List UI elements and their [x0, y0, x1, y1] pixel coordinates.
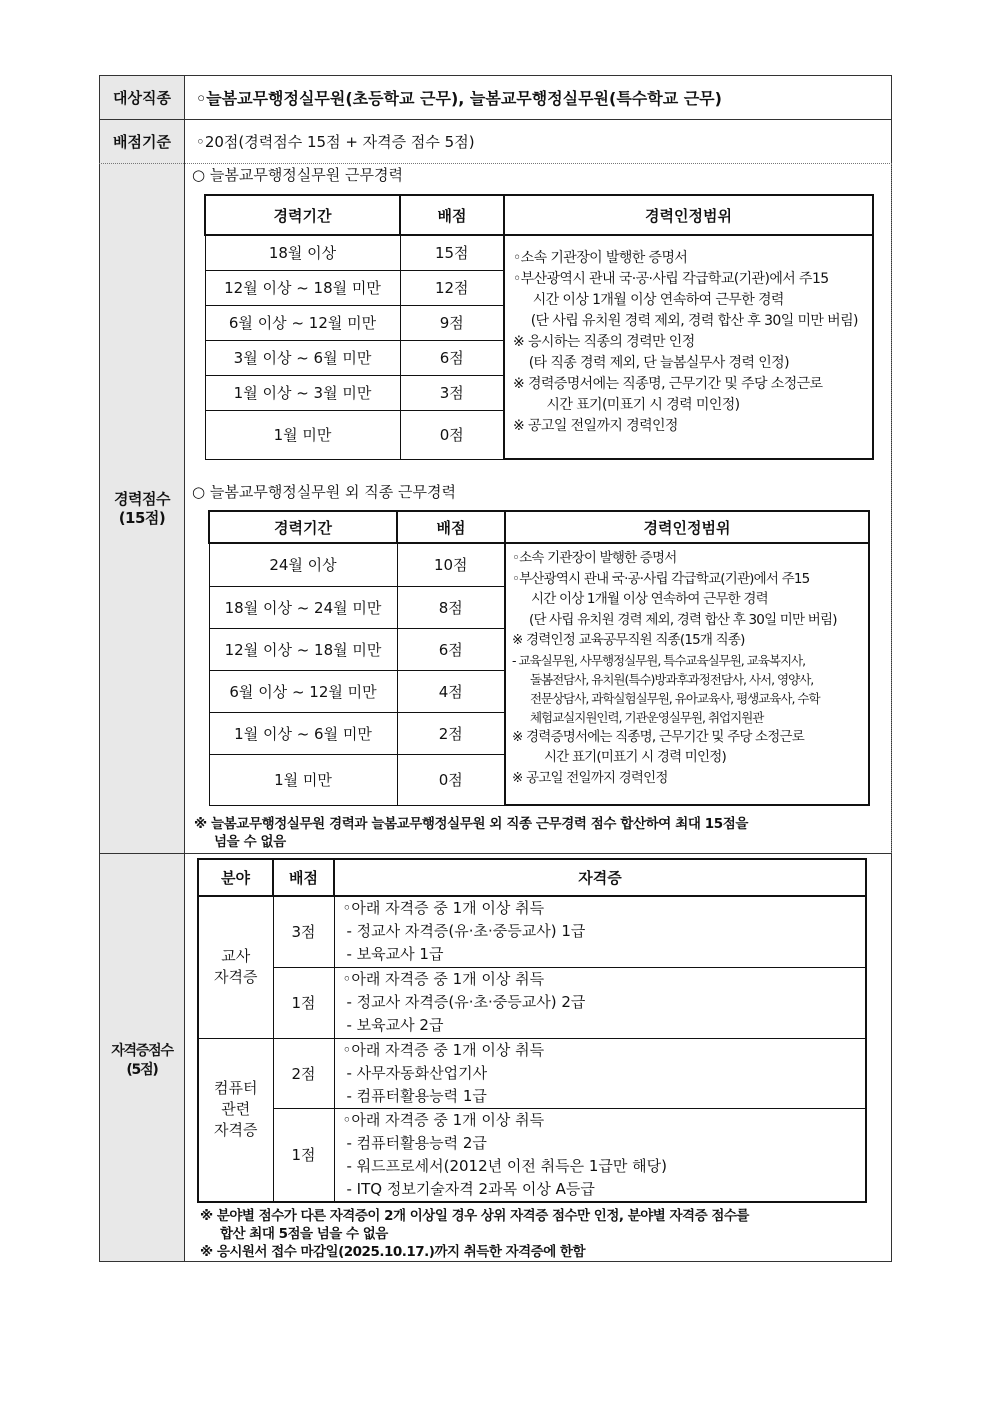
cert-note-line: 합산 최대 5점을 넘을 수 없음	[220, 1226, 388, 1242]
range-line: - 교육실무원, 사무행정실무원, 특수교육실무원, 교육복지사,	[512, 652, 806, 668]
group2-table	[208, 510, 870, 806]
row-divider	[99, 853, 892, 854]
group1-title: ○ 늘봄교무행정실무원 근무경력	[192, 166, 403, 184]
cert-score: 1점	[273, 1108, 334, 1202]
group2-score: 0점	[397, 754, 505, 805]
group1-score: 3점	[400, 375, 504, 410]
group1-period: 1월 이상 ~ 3월 미만	[205, 375, 400, 410]
cert-field-computer	[198, 1038, 273, 1202]
group1-period: 3월 이상 ~ 6월 미만	[205, 340, 400, 375]
group1-col-period: 경력기간	[205, 195, 400, 235]
cert-line: - 보육교사 1급	[346, 945, 444, 963]
group2-period: 24월 이상	[209, 543, 397, 586]
cert-detail	[334, 967, 866, 1038]
group1-score: 0점	[400, 410, 504, 459]
label-column	[100, 76, 184, 1261]
group1-period: 1월 미만	[205, 410, 400, 459]
range-line: ※ 경력증명서에는 직종명, 근무기간 및 주당 소정근로	[512, 728, 805, 745]
cert-line: - ITQ 정보기술자격 2과목 이상 A등급	[346, 1179, 595, 1198]
range-line: ※ 공고일 전일까지 경력인정	[513, 418, 678, 434]
group2-range	[505, 543, 869, 805]
group1-table	[204, 194, 874, 460]
group1-score: 9점	[400, 305, 504, 340]
range-line: ◦부산광역시 관내 국·공·사립 각급학교(기관)에서 주15	[512, 570, 810, 587]
criteria-value: ◦20점(경력점수 15점 + 자격증 점수 5점)	[196, 133, 475, 151]
field-line: 관련	[221, 1100, 251, 1118]
cert-detail	[334, 1038, 866, 1108]
group2-score: 6점	[397, 628, 505, 670]
range-line: 시간 이상 1개월 이상 연속하여 근무한 경력	[524, 591, 768, 607]
cert-line: - 보육교사 2급	[346, 1015, 444, 1034]
group1-score: 12점	[400, 270, 504, 305]
cert-score: 1점	[273, 967, 334, 1038]
career-note-line: 넘을 수 없음	[214, 834, 286, 850]
cert-label-line: 자격증점수	[111, 1043, 173, 1059]
cert-line: - 정교사 자격증(유·초·중등교사) 1급	[346, 922, 586, 940]
group1-col-range: 경력인정범위	[504, 195, 873, 235]
group1-range	[504, 235, 873, 459]
group2-period: 6월 이상 ~ 12월 미만	[209, 670, 397, 712]
cert-line: ◦아래 자격증 중 1개 이상 취득	[342, 969, 545, 988]
group1-score: 15점	[400, 235, 504, 270]
dotted-edge	[891, 163, 892, 853]
cert-line: - 사무자동화산업기사	[346, 1063, 488, 1082]
cert-score: 3점	[273, 896, 334, 967]
cert-col-cert: 자격증	[334, 859, 866, 896]
career-label-line: 경력점수	[114, 490, 170, 508]
cert-detail	[334, 1108, 866, 1202]
range-line: ◦소속 기관장이 발행한 증명서	[512, 550, 677, 566]
cert-col-field: 분야	[198, 859, 273, 896]
cert-line: ◦아래 자격증 중 1개 이상 취득	[342, 1110, 545, 1129]
cert-score: 2점	[273, 1038, 334, 1108]
career-section-label	[100, 490, 184, 528]
cert-line: - 워드프로세서(2012년 이전 취득은 1급만 해당)	[346, 1156, 668, 1175]
cert-line: - 정교사 자격증(유·초·중등교사) 2급	[346, 992, 586, 1011]
group2-title: ○ 늘봄교무행정실무원 외 직종 근무경력	[192, 483, 457, 501]
group2-score: 8점	[397, 586, 505, 628]
career-note-line: ※ 늘봄교무행정실무원 경력과 늘봄교무행정실무원 외 직종 근무경력 점수 합산하여 최대 15점을	[194, 816, 749, 832]
group2-score: 4점	[397, 670, 505, 712]
range-line: 체험교실지원인력, 기관운영실무원, 취업지원관	[524, 709, 764, 725]
group2-score: 2점	[397, 712, 505, 754]
label-divider	[184, 75, 185, 1262]
range-line: ※ 공고일 전일까지 경력인정	[512, 769, 668, 786]
group2-col-range: 경력인정범위	[505, 511, 869, 543]
range-line: ◦부산광역시 관내 국·공·사립 각급학교(기관)에서 주15	[513, 271, 829, 287]
range-line: (타 직종 경력 제외, 단 늘봄실무사 경력 인정)	[521, 355, 789, 371]
range-line: ※ 경력증명서에는 직종명, 근무기간 및 주당 소정근로	[513, 376, 823, 392]
criteria-label: 배점기준	[113, 133, 171, 151]
field-line: 컴퓨터	[214, 1079, 258, 1097]
range-line: ※ 응시하는 직종의 경력만 인정	[513, 334, 695, 350]
group1-score: 6점	[400, 340, 504, 375]
cert-line: - 컴퓨터활용능력 2급	[346, 1133, 487, 1152]
field-line: 자격증	[214, 968, 258, 987]
group2-period: 18월 이상 ~ 24월 미만	[209, 586, 397, 628]
cert-col-score: 배점	[273, 859, 334, 896]
cert-line: ◦아래 자격증 중 1개 이상 취득	[342, 1040, 545, 1059]
cert-line: ◦아래 자격증 중 1개 이상 취득	[342, 899, 545, 917]
cert-note	[200, 1207, 888, 1261]
group2-period: 12월 이상 ~ 18월 미만	[209, 628, 397, 670]
group1-period: 6월 이상 ~ 12월 미만	[205, 305, 400, 340]
cert-field-teacher	[198, 896, 273, 1038]
range-line: 시간 표기(미표기 시 경력 미인정)	[530, 749, 726, 765]
cert-detail	[334, 896, 866, 967]
range-line: 전문상담사, 과학실험실무원, 유아교육사, 평생교육사, 수학	[524, 690, 820, 706]
group1-period: 12월 이상 ~ 18월 미만	[205, 270, 400, 305]
target-label: 대상직종	[113, 89, 171, 107]
group2-period: 1월 미만	[209, 754, 397, 805]
cert-table	[197, 858, 867, 1203]
field-line: 교사	[221, 947, 251, 966]
group1-col-score: 배점	[400, 195, 504, 235]
career-note	[194, 815, 884, 851]
range-line: 시간 표기(미표기 시 경력 미인정)	[531, 397, 740, 413]
range-line: (단 사립 유치원 경력 제외, 경력 합산 후 30일 미만 버림)	[522, 611, 837, 628]
range-line: ◦소속 기관장이 발행한 증명서	[513, 250, 688, 266]
cert-line: - 컴퓨터활용능력 1급	[346, 1086, 487, 1105]
target-value: ◦늘봄교무행정실무원(초등학교 근무), 늘봄교무행정실무원(특수학교 근무)	[196, 89, 722, 108]
cert-label-points: (5점)	[126, 1062, 158, 1078]
field-line: 자격증	[214, 1121, 258, 1139]
career-label-points: (15점)	[118, 509, 166, 527]
group2-col-period: 경력기간	[209, 511, 397, 543]
range-line: ※ 경력인정 교육공무직원 직종(15개 직종)	[512, 632, 745, 648]
cert-note-line: ※ 분야별 점수가 다른 자격증이 2개 이상일 경우 상위 자격증 점수만 인정, 분야별 자격증 점수를	[200, 1208, 749, 1224]
cert-note-line: ※ 응시원서 접수 마감일(2025.10.17.)까지 취득한 자격증에 한함	[200, 1244, 586, 1260]
range-line: 돌봄전담사, 유치원(특수)방과후과정전담사, 사서, 영양사,	[524, 671, 814, 687]
group2-period: 1월 이상 ~ 6월 미만	[209, 712, 397, 754]
group1-period: 18월 이상	[205, 235, 400, 270]
range-line: (단 사립 유치원 경력 제외, 경력 합산 후 30일 미만 버림)	[523, 313, 858, 329]
group2-col-score: 배점	[397, 511, 505, 543]
cert-section-label	[100, 1042, 184, 1080]
range-line: 시간 이상 1개월 이상 연속하여 근무한 경력	[525, 292, 784, 308]
group2-score: 10점	[397, 543, 505, 586]
